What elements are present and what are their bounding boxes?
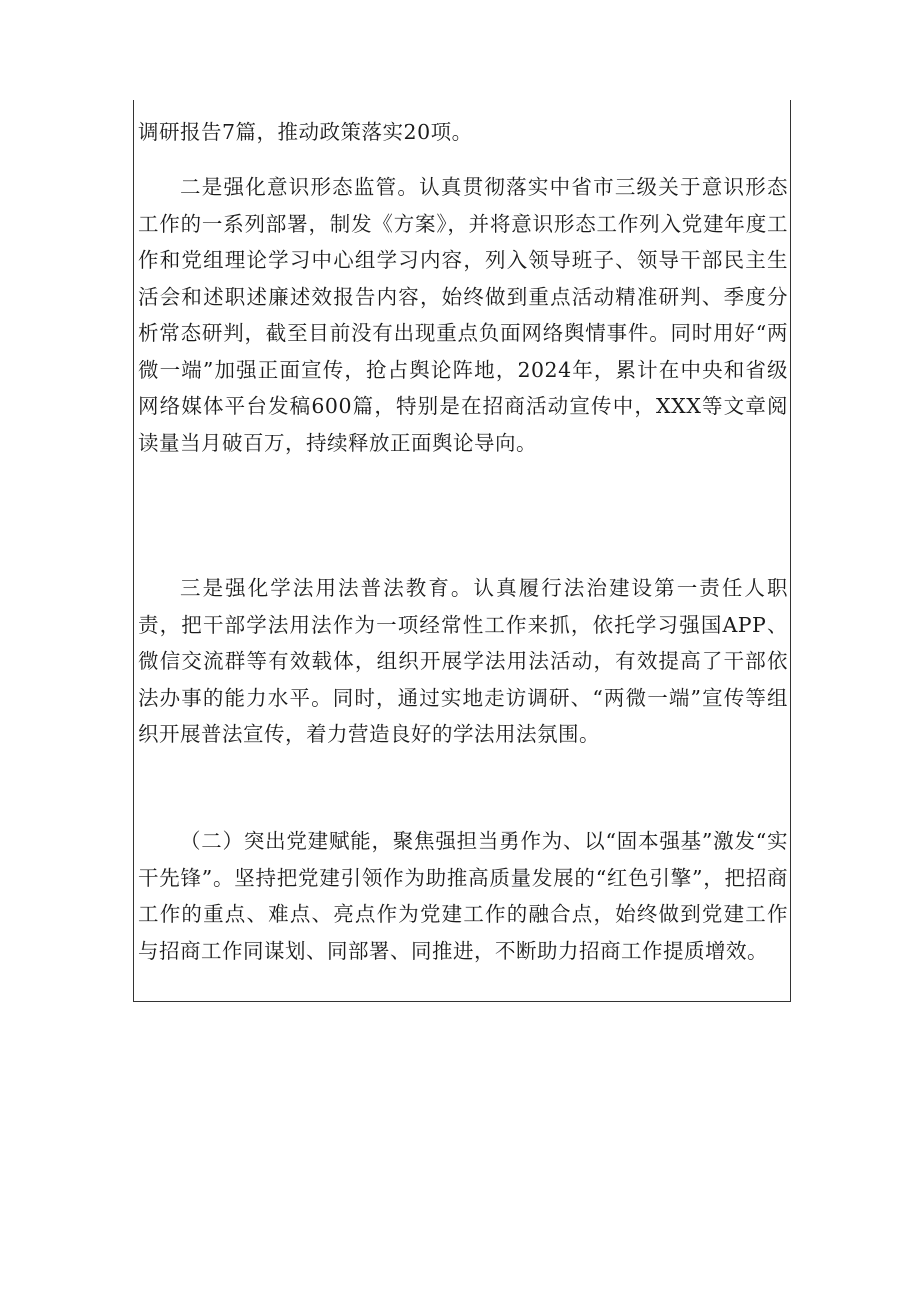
paragraph-ideology-supervision: 二是强化意识形态监管。认真贯彻落实中省市三级关于意识形态工作的一系列部署，制发《方案》，并将意识形态工作列入党建年度工作和党组理论学习中心组学习内容，列入领导班子、领导干部民主生活会和述职述廉述效报告内容，始终做到重点活动精准研判、季度分析常态研判，截至目前没有出现重点负面网络舆情事件。同时用好“两微一端”加强正面宣传，抢占舆论阵地，2024年，累计在中央和省级网络媒体平台发稿600篇，特别是在招商活动宣传中，XXX等文章阅读量当月破百万，持续释放正面舆论导向。 [138,175,788,455]
paragraph-law-education: 三是强化学法用法普法教育。认真履行法治建设第一责任人职责，把干部学法用法作为一项经常性工作来抓，依托学习强国APP、微信交流群等有效载体，组织开展学法用法活动，有效提高了干部依法办事的能力水平。同时，通过实地走访调研、“两微一端”宣传等组织开展普法宣传，着力营造良好的学法用法氛围。 [138,576,788,746]
paragraph-continuation: 调研报告7篇，推动政策落实20项。 [138,120,473,144]
paragraph-party-building: （二）突出党建赋能，聚焦强担当勇作为、以“固本强基”激发“实干先锋”。坚持把党建引领作为助推高质量发展的“红色引擎”，把招商工作的重点、难点、亮点作为党建工作的融合点，始终做到党建工作与招商工作同谋划、同部署、同推进，不断助力招商工作提质增效。 [138,829,788,963]
